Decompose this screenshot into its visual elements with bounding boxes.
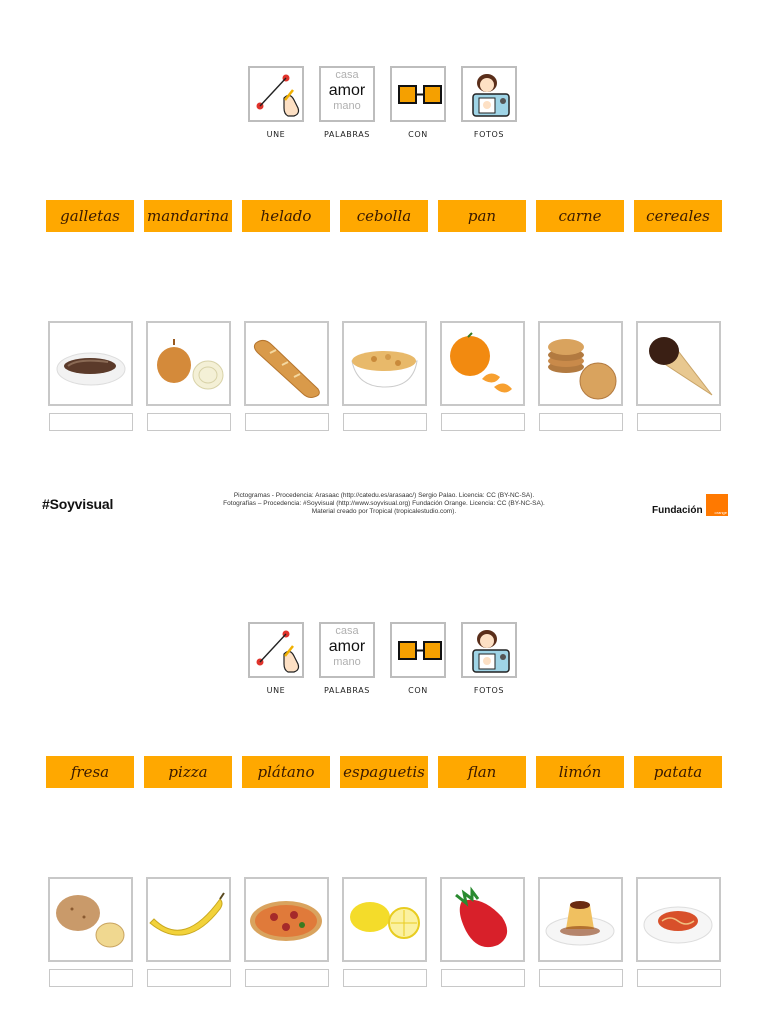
instructions-header-2: [246, 622, 522, 702]
answer-field[interactable]: [539, 413, 623, 431]
photo-card[interactable]: [244, 877, 329, 962]
credits-text: [200, 492, 568, 516]
fundacion-label: Fundación: [652, 505, 703, 516]
header-label-con: CON: [408, 686, 428, 695]
header-label-fotos: FOTOS: [473, 130, 505, 139]
pizza-photo-icon: [246, 879, 327, 960]
word-card[interactable]: limón: [536, 756, 624, 788]
word-card[interactable]: patata: [634, 756, 722, 788]
cereal-bowl-photo-icon: [344, 323, 425, 404]
photo-card[interactable]: [342, 321, 427, 406]
instructions-header-1: [246, 66, 522, 146]
photos-pictogram-box: [461, 66, 517, 122]
photo-card[interactable]: [342, 877, 427, 962]
word-card[interactable]: plátano: [242, 756, 330, 788]
answer-field[interactable]: [637, 413, 721, 431]
spaghetti-photo-icon: [638, 879, 719, 960]
photo-card[interactable]: [146, 321, 231, 406]
answer-field[interactable]: [245, 413, 329, 431]
word-sample-main: amor: [328, 637, 366, 655]
header-label-palabras: PALABRAS: [324, 130, 370, 139]
photo-card[interactable]: [538, 877, 623, 962]
join-pictogram-box: [248, 622, 304, 678]
word-sample-top: casa: [335, 69, 359, 81]
soyvisual-brand: #Soyvisual: [42, 496, 114, 512]
word-card[interactable]: fresa: [46, 756, 134, 788]
header-label-fotos: FOTOS: [473, 686, 505, 695]
photo-cards-row-2: [48, 877, 720, 989]
answer-field[interactable]: [343, 413, 427, 431]
credit-line: Material creado por Tropical (tropicalestudio.com).: [311, 508, 457, 515]
photo-card[interactable]: [146, 877, 231, 962]
join-lines-icon: [250, 68, 306, 124]
answer-field[interactable]: [49, 413, 133, 431]
mandarin-photo-icon: [442, 323, 523, 404]
photo-card[interactable]: [538, 321, 623, 406]
word-card[interactable]: espaguetis: [340, 756, 428, 788]
word-card[interactable]: cebolla: [340, 200, 428, 232]
strawberry-photo-icon: [442, 879, 523, 960]
with-pictogram-box: [390, 622, 446, 678]
lemon-photo-icon: [344, 879, 425, 960]
word-card[interactable]: flan: [438, 756, 526, 788]
word-card[interactable]: carne: [536, 200, 624, 232]
join-pictogram-box: [248, 66, 304, 122]
word-cards-row-1: [46, 200, 722, 232]
photo-card[interactable]: [48, 321, 133, 406]
ice-cream-cone-photo-icon: [638, 323, 719, 404]
orange-logo-label: orange: [714, 510, 727, 515]
header-label-une: UNE: [266, 686, 286, 695]
orange-logo-icon: [706, 494, 728, 516]
word-card[interactable]: galletas: [46, 200, 134, 232]
onion-photo-icon: [148, 323, 229, 404]
camera-girl-icon: [463, 624, 519, 680]
word-sample-bottom: mano: [333, 656, 361, 669]
answer-field[interactable]: [441, 413, 525, 431]
answer-field[interactable]: [147, 969, 231, 987]
steak-photo-icon: [50, 323, 131, 404]
words-sample: [321, 69, 373, 113]
word-sample-bottom: mano: [333, 100, 361, 113]
photo-card[interactable]: [636, 877, 721, 962]
answer-field[interactable]: [637, 969, 721, 987]
words-sample: [321, 625, 373, 669]
camera-girl-icon: [463, 68, 519, 124]
header-label-palabras: PALABRAS: [324, 686, 370, 695]
answer-field[interactable]: [49, 969, 133, 987]
credit-line: Pictogramas - Procedencia: Arasaac (http://catedu.es/arasaac/) Sergio Palao. Licencia: CC (BY-NC-SA).: [233, 492, 535, 499]
word-sample-top: casa: [335, 625, 359, 637]
words-pictogram-box: [319, 622, 375, 678]
join-lines-icon: [250, 624, 306, 680]
photo-card[interactable]: [440, 877, 525, 962]
word-cards-row-2: [46, 756, 722, 788]
header-label-con: CON: [408, 130, 428, 139]
photo-card[interactable]: [244, 321, 329, 406]
flan-photo-icon: [540, 879, 621, 960]
word-card[interactable]: helado: [242, 200, 330, 232]
word-card[interactable]: cereales: [634, 200, 722, 232]
with-pictogram-box: [390, 66, 446, 122]
photo-card[interactable]: [636, 321, 721, 406]
answer-field[interactable]: [343, 969, 427, 987]
answer-field[interactable]: [245, 969, 329, 987]
link-squares-icon: [392, 624, 448, 680]
answer-field[interactable]: [147, 413, 231, 431]
word-card[interactable]: mandarina: [144, 200, 232, 232]
baguette-photo-icon: [246, 323, 327, 404]
fundacion-orange-logo: [652, 494, 728, 516]
header-label-une: UNE: [266, 130, 286, 139]
photo-cards-row-1: [48, 321, 720, 433]
answer-field[interactable]: [441, 969, 525, 987]
photos-pictogram-box: [461, 622, 517, 678]
cookies-photo-icon: [540, 323, 621, 404]
answer-field[interactable]: [539, 969, 623, 987]
potato-photo-icon: [50, 879, 131, 960]
credit-line: Fotografías – Procedencia: #Soyvisual (http://www.soyvisual.org) Fundación Orange. Licencia: CC (BY-NC-SA).: [223, 500, 545, 507]
banana-photo-icon: [148, 879, 229, 960]
words-pictogram-box: [319, 66, 375, 122]
photo-card[interactable]: [440, 321, 525, 406]
word-card[interactable]: pan: [438, 200, 526, 232]
word-card[interactable]: pizza: [144, 756, 232, 788]
word-sample-main: amor: [328, 81, 366, 99]
link-squares-icon: [392, 68, 448, 124]
photo-card[interactable]: [48, 877, 133, 962]
